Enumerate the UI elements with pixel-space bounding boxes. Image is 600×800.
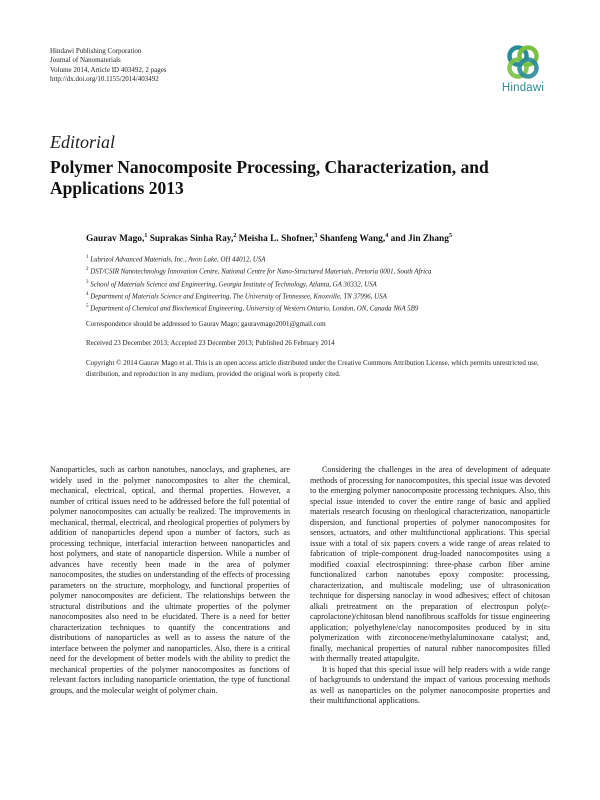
body-paragraph: Nanoparticles, such as carbon nanotubes, nanoclays, and graphenes, are widely used in the polymer nanocomposites to alter the chemical, mechanical, electrical, optical, and thermal properties. However, a number of critical issues need to be addressed before the full potential of polymer nanocomposites can actually be realized. The improvements in mechanical, thermal, electrical, and rheological properties of polymers by addition of nanoparticles depend upon a number of factors, such as processing technique, interfacial interaction between nanoparticles and host polymers, and state of nanoparticle dispersion. While a number of advances have recently been made in the area of polymer nanocomposites, the studies on understanding of the effects of processing parameters on the structure, morphology, and functional properties of polymer nanocomposites are deficient. The relationships between the structural distributions and the ultimate properties of the polymer nanocomposites also need to be elucidated. There is a need for better characterization techniques to quantify the concentrations and distributions of nanoparticles as well as to assess the nature of the interface between the polymer and nanoparticles. Also, there is a critical need for the development of better models with the ability to predict the mechanical properties of the polymer nanocomposites as functions of relevant factors including nanoparticle orientation, the type of functional groups, and the molecular weight of polymer chain.	[50, 465, 290, 695]
doi-link[interactable]: http://dx.doi.org/10.1155/2014/403492	[50, 74, 159, 83]
author: Meisha L. Shofner,$^3$	[238, 233, 318, 245]
publication-dates: Received 23 December 2013; Accepted 23 December 2013; Published 26 February 2014	[86, 339, 335, 347]
body-column-left	[50, 465, 290, 696]
author: Gaurav Mago,$^1$	[86, 233, 148, 245]
author: Shanfeng Wang,$^4$	[319, 233, 389, 245]
body-paragraph: It is hoped that this special issue will help readers with a wide range of backgrounds to understand the impact of various processing methods as well as nanoparticles on the polymer nanocomposite properties and their multifunctional applications.	[310, 664, 550, 705]
body-column-right	[310, 465, 550, 707]
copyright-notice: Copyright © 2014 Gaurav Mago et al. This is an open access article distributed under the Creative Commons Attribution License, which permits unrestricted use, distribution, and reproduction in any medium, provided the original work is properly cited.	[86, 359, 539, 378]
hindawi-logo	[497, 42, 549, 94]
volume-info: Volume 2014, Article ID 403492, 2 pages	[50, 65, 167, 74]
body-paragraph: Considering the challenges in the area of development of adequate methods of processing for nanocomposites, this special issue was devoted to the emerging polymer nanocomposite processing techniques. Also, this special issue intended to cover the entire range of basic and applied materials research focusing on rheological characterization, nanoparticle dispersion, and functional properties of polymer nanocomposites for sensors, actuators, and other multifunctional applications. This special issue with a total of six papers covers a wide range of areas related to fabrication of triple-component drug-loaded nanocomposites using a modified coaxial electrospinning: three-phase carbon fiber amine functionalized carbon nanotubes epoxy composite: processing, characterization, and multiscale modeling; use of ultrasonication technique for dispersing nanoclay in wood adhesives; effect of chitosan alkali pretreatment on the preparation of electrospun poly(ε-caprolactone)/chitosan blend nanofibrous scaffolds for tissue engineering application; polyethylene/clay nanocomposites produced by in situ polymerization with zirconocene/methylaluminoxane catalyst; and, finally, mechanical properties of natural rubber nanocomposites filled with thermally treated attapulgite.	[310, 465, 550, 663]
author: and Jin Zhang$^5$	[390, 233, 452, 245]
hindawi-logo-icon	[505, 42, 541, 82]
article-title: Polymer Nanocomposite Processing, Characterization, and Applications 2013	[50, 157, 489, 198]
logo-text: Hindawi	[501, 82, 545, 94]
journal-info	[50, 47, 167, 84]
correspondence-note: Correspondence should be addressed to Gaurav Mago; gauravmago2001@gmail.com	[86, 320, 326, 328]
publisher-name: Hindawi Publishing Corporation	[50, 47, 142, 55]
affiliation: $^1$ Lubrizol Advanced Materials, Inc., Avon Lake, OH 44012, USA	[86, 255, 266, 264]
affiliation-list	[86, 253, 566, 314]
article-type: Editorial	[50, 132, 116, 152]
affiliation: $^3$ School of Materials Science and Engineering, Georgia Institute of Technology, Atlanta, GA 30332, USA	[86, 279, 377, 288]
affiliation: $^5$ Department of Chemical and Biochemical Engineering, University of Western Ontario, London, ON, Canada N6A 5B9	[86, 304, 419, 313]
journal-name: Journal of Nanomaterials	[50, 56, 121, 65]
affiliation: $^4$ Department of Materials Science and Engineering, The University of Tennessee, Knoxville, TN 37996, USA	[86, 291, 387, 301]
author-list	[86, 233, 452, 244]
author: Suprakas Sinha Ray,$^2$	[149, 233, 237, 245]
affiliation: $^2$ DST/CSIR Nanotechnology Innovation Centre, National Centre for Nano-Structured Materials, Pretoria 0001, South Africa	[86, 267, 432, 276]
